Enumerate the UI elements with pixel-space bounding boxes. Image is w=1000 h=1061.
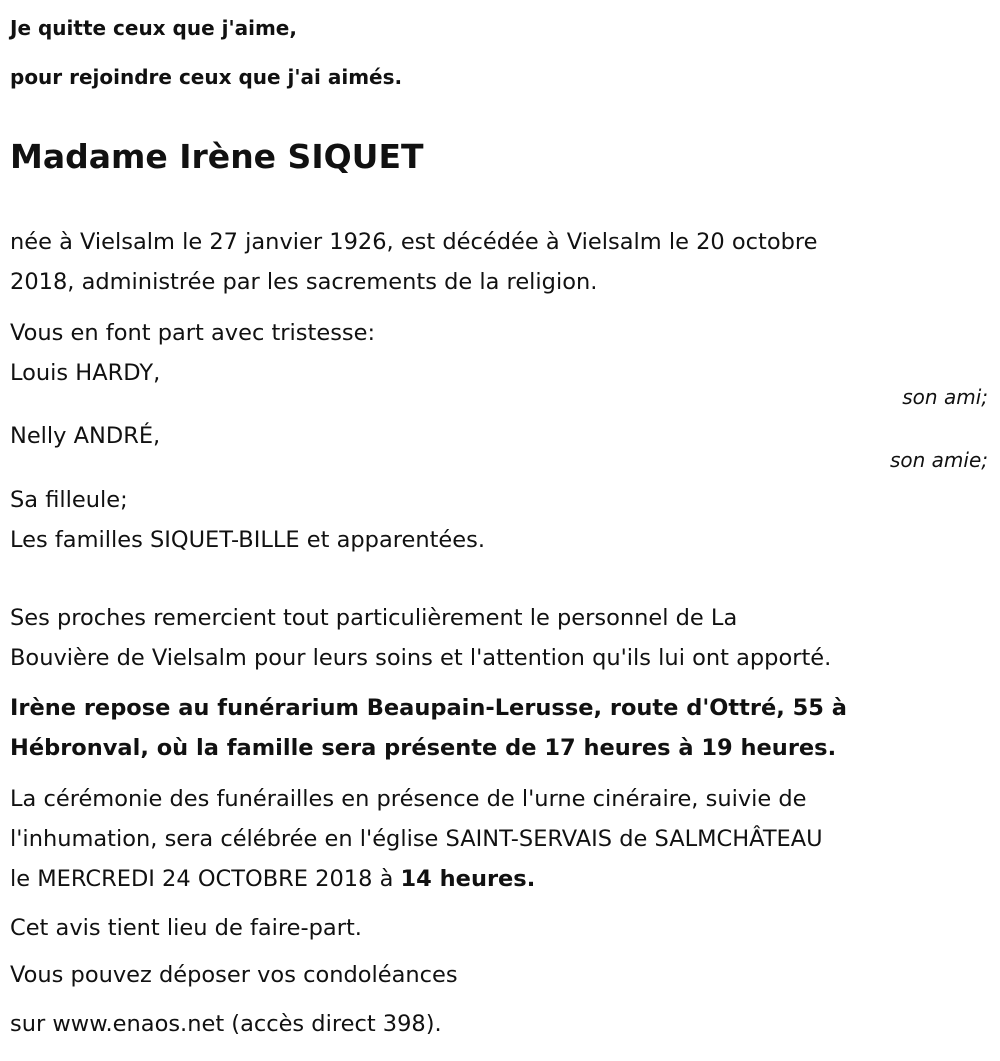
visitation-line-2: Hébronval, où la famille sera présente de 17 heures à 19 heures.: [10, 735, 837, 761]
quote-line-2: pour rejoindre ceux que j'ai aimés.: [10, 65, 403, 89]
announce-text: Vous en font part avec tristesse:: [10, 320, 376, 346]
family-relation-1: son ami;: [902, 385, 988, 409]
family-relation-2: son amie;: [889, 448, 988, 472]
others-line-1: Sa filleule;: [10, 487, 128, 513]
notice-text: Cet avis tient lieu de faire-part.: [10, 915, 362, 941]
family-name-1: Louis HARDY,: [10, 360, 161, 386]
visitation-line-1: Irène repose au funérarium Beaupain-Lerusse, route d'Ottré, 55 à: [10, 695, 847, 721]
quote-line-1: Je quitte ceux que j'aime,: [10, 16, 297, 40]
thanks-line-1: Ses proches remercient tout particulièrement le personnel de La: [10, 605, 738, 631]
thanks-line-2: Bouvière de Vielsalm pour leurs soins et l'attention qu'ils lui ont apporté.: [10, 645, 832, 671]
ceremony-time: 14 heures.: [400, 866, 536, 892]
others-line-2: Les familles SIQUET-BILLE et apparentées.: [10, 527, 485, 553]
condolences-line-2: sur www.enaos.net (accès direct 398).: [10, 1011, 442, 1037]
page-title: Madame Irène SIQUET: [10, 137, 424, 176]
intro-line-1: née à Vielsalm le 27 janvier 1926, est décédée à Vielsalm le 20 octobre: [10, 229, 818, 255]
ceremony-line-1: La cérémonie des funérailles en présence de l'urne cinéraire, suivie de: [10, 786, 807, 812]
ceremony-line-3: [10, 865, 535, 893]
intro-line-2: 2018, administrée par les sacrements de la religion.: [10, 269, 598, 295]
condolences-line-1: Vous pouvez déposer vos condoléances: [10, 962, 458, 988]
ceremony-date: le MERCREDI 24 OCTOBRE 2018 à: [10, 866, 401, 892]
family-name-2: Nelly ANDRÉ,: [10, 423, 161, 449]
ceremony-line-2: l'inhumation, sera célébrée en l'église SAINT-SERVAIS de SALMCHÂTEAU: [10, 826, 823, 852]
